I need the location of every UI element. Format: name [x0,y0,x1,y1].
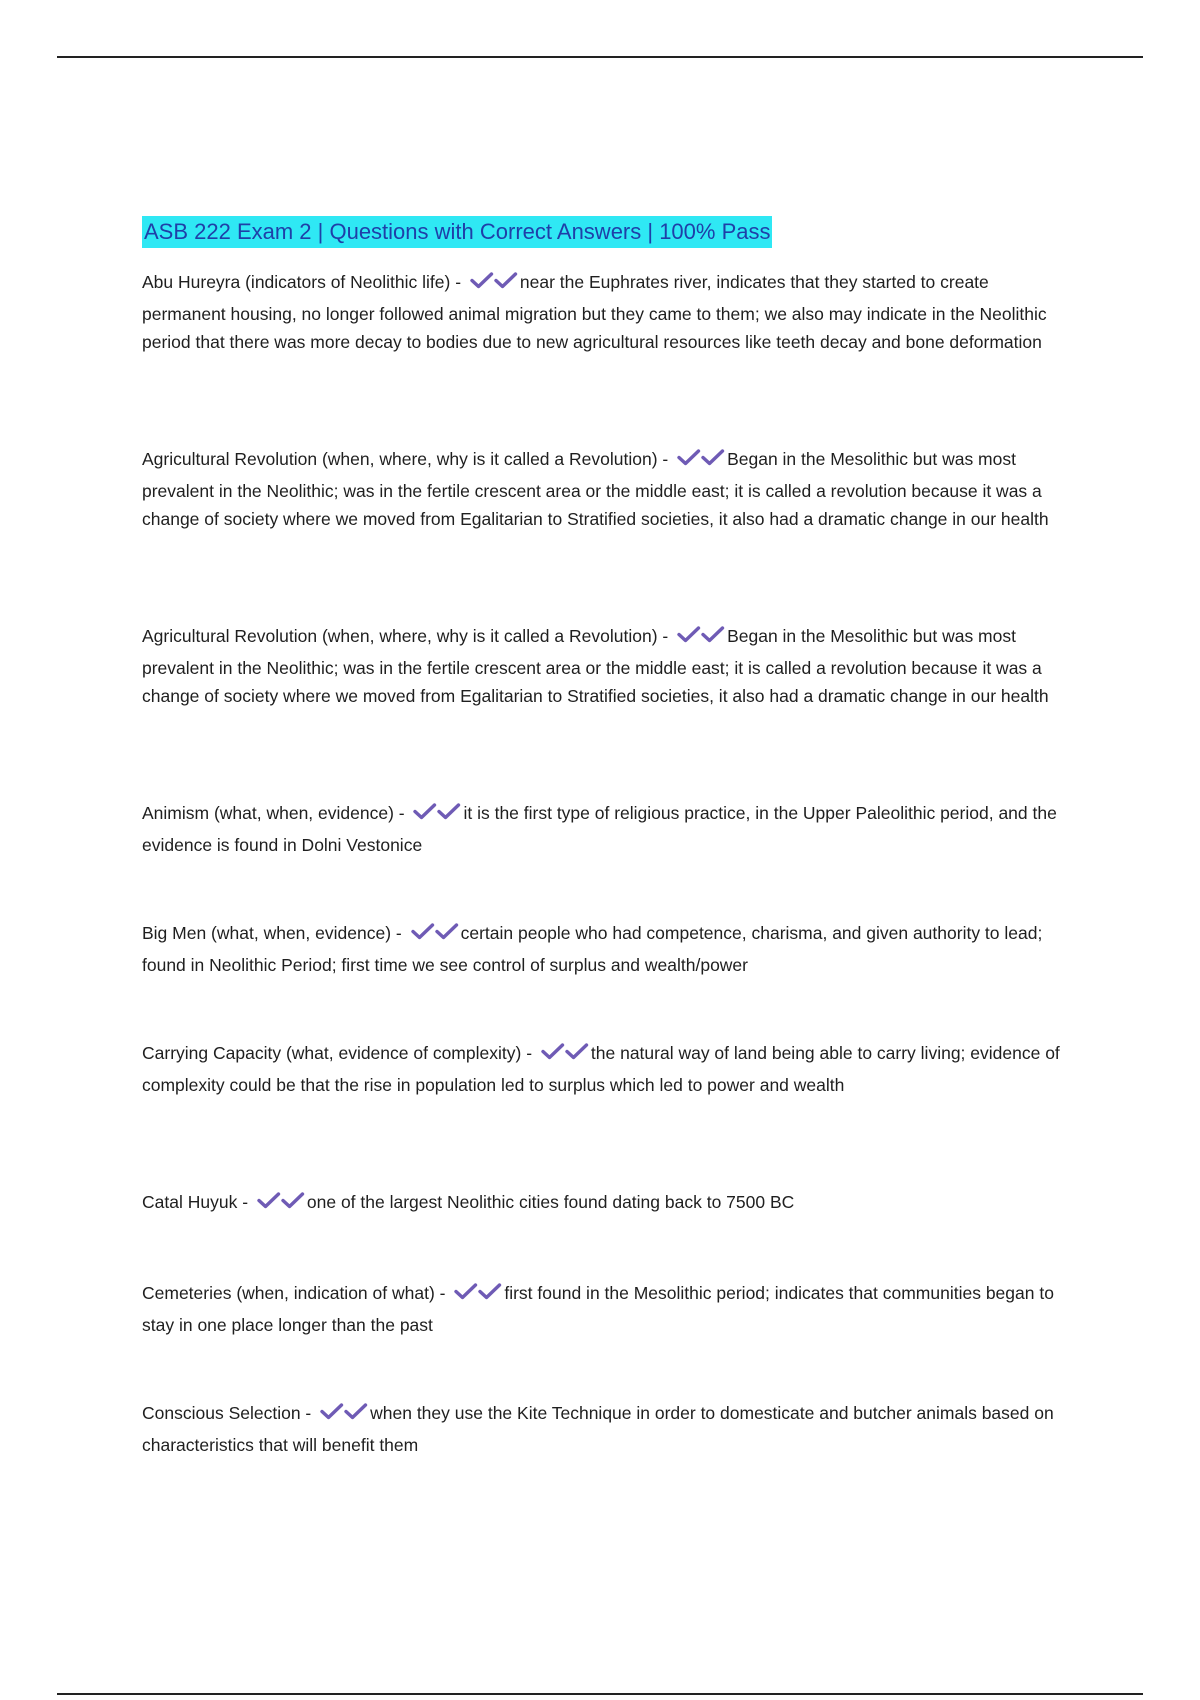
qa-question: Carrying Capacity (what, evidence of complexity) [142,1043,522,1063]
qa-answer: Began in the Mesolithic but was most prevalent in the Neolithic; was in the fertile crescent area or the middle east; it is called a revolution because it was a change of society where we moved from Egalitarian to Stratified societies, it also had a dramatic change in our health [142,449,1049,529]
qa-question: Agricultural Revolution (when, where, why is it called a Revolution) [142,449,658,469]
check-mark-icon [494,271,518,289]
qa-separator: - [657,449,674,469]
qa-answer: near the Euphrates river, indicates that they started to create permanent housing, no longer followed animal migration but they came to them; we also may indicate in the Neolithic period that there was more decay to bodies due to new agricultural resources like teeth decay and bone deformation [142,272,1047,352]
answer-checks [411,922,459,951]
qa-separator: - [300,1403,317,1423]
answer-checks [677,448,725,477]
check-mark-icon [565,1042,589,1060]
check-mark-icon [411,922,435,940]
qa-question: Animism (what, when, evidence) [142,803,394,823]
qa-separator: - [521,1043,537,1063]
answer-checks [320,1402,368,1431]
qa-item [142,622,1062,711]
qa-separator: - [434,1283,451,1303]
qa-answer: first found in the Mesolithic period; indicates that communities began to stay in one place longer than the past [142,1283,1054,1335]
check-mark-icon [677,448,701,466]
qa-answer: Began in the Mesolithic but was most prevalent in the Neolithic; was in the fertile crescent area or the middle east; it is called a revolution because it was a change of society where we moved from Egalitarian to Stratified societies, it also had a dramatic change in our health [142,626,1049,706]
footer-rule [57,1693,1143,1695]
answer-checks [470,271,518,300]
check-mark-icon [435,922,459,940]
answer-checks [541,1042,589,1071]
qa-answer: it is the first type of religious practice, in the Upper Paleolithic period, and the evidence is found in Dolni Vestonice [142,803,1057,855]
check-mark-icon [257,1191,281,1209]
qa-question: Abu Hureyra (indicators of Neolithic life) [142,272,451,292]
qa-question: Agricultural Revolution (when, where, why is it called a Revolution) [142,626,658,646]
qa-question: Conscious Selection [142,1403,301,1423]
qa-item [142,1188,1062,1220]
qa-separator: - [657,626,674,646]
header-rule [57,56,1143,58]
page-title: ASB 222 Exam 2 | Questions with Correct Answers | 100% Pass [142,216,772,248]
answer-checks [677,625,725,654]
check-mark-icon [413,802,437,820]
answer-checks [257,1191,305,1220]
check-mark-icon [454,1282,478,1300]
check-mark-icon [344,1402,368,1420]
check-mark-icon [677,625,701,643]
qa-separator: - [237,1192,253,1212]
qa-answer: when they use the Kite Technique in order to domesticate and butcher animals based on characteristics that will benefit them [142,1403,1054,1455]
qa-item [142,445,1062,534]
qa-item [142,268,1062,357]
answer-checks [413,802,461,831]
qa-separator: - [391,923,407,943]
check-mark-icon [541,1042,565,1060]
qa-item [142,799,1062,859]
qa-separator: - [393,803,410,823]
check-mark-icon [478,1282,502,1300]
qa-item [142,919,1062,979]
qa-question: Big Men (what, when, evidence) [142,923,392,943]
check-mark-icon [470,271,494,289]
check-mark-icon [320,1402,344,1420]
check-mark-icon [701,448,725,466]
qa-item [142,1039,1062,1099]
check-mark-icon [701,625,725,643]
qa-item [142,1279,1062,1339]
qa-question: Cemeteries (when, indication of what) [142,1283,435,1303]
answer-checks [454,1282,502,1311]
qa-separator: - [450,272,466,292]
qa-answer: one of the largest Neolithic cities found dating back to 7500 BC [306,1192,795,1212]
qa-answer: certain people who had competence, charisma, and given authority to lead; found in Neolithic Period; first time we see control of surplus and wealth/power [142,923,1043,975]
check-mark-icon [437,802,461,820]
qa-item [142,1399,1062,1459]
qa-question: Catal Huyuk [142,1192,238,1212]
check-mark-icon [281,1191,305,1209]
qa-answer: the natural way of land being able to carry living; evidence of complexity could be that the rise in population led to surplus which led to power and wealth [142,1043,1060,1095]
